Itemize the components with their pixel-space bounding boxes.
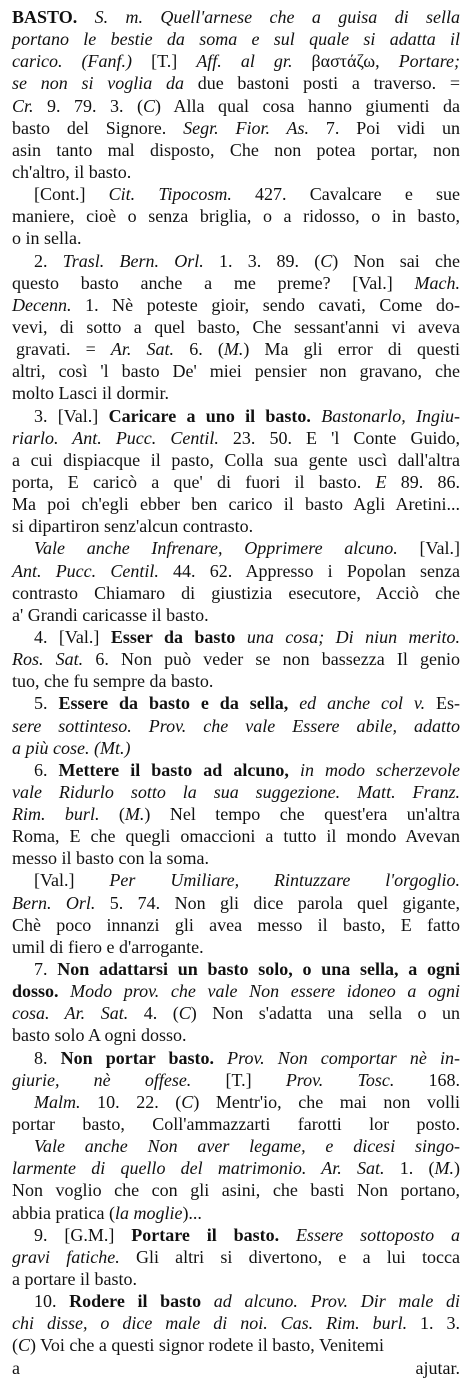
- plain-text: [Val.]: [397, 538, 460, 559]
- text-line: [12, 1202, 460, 1224]
- plain-text: ) Non s'adatta una sella o un: [190, 1003, 461, 1024]
- italic-text: ed anche col v.: [299, 693, 426, 714]
- italic-text: Prov. Non comportar nè in-: [227, 1047, 460, 1068]
- text-line: [12, 825, 460, 847]
- italic-text: Decenn.: [12, 294, 72, 315]
- plain-text: 9. [G.M.]: [34, 1224, 132, 1245]
- italic-text: ad alcuno. Prov. Dir male di: [213, 1291, 460, 1312]
- text-line: [12, 560, 460, 582]
- plain-text: 168.: [394, 1069, 460, 1090]
- plain-text: messo il basto con la soma.: [12, 848, 209, 869]
- bold-text: dosso.: [12, 981, 59, 1002]
- bold-text: Esser da basto: [110, 626, 236, 647]
- text-line: [12, 1224, 460, 1246]
- plain-text: 9. 79. 3. (: [33, 95, 144, 116]
- plain-text: 2.: [34, 250, 63, 271]
- italic-text: portano le bestie da soma e sul quale si adatta il: [12, 29, 460, 50]
- plain-text: ) Voi che a questi signor rodete il basto, Venitemi: [30, 1335, 384, 1356]
- plain-text: questo basto anche a me preme? [Val.]: [12, 272, 415, 293]
- text-line: [12, 72, 460, 94]
- plain-text: si dipartiron senz'alcun contrasto.: [12, 516, 254, 537]
- italic-text: Portare;: [398, 51, 461, 72]
- plain-text: abbia pratica (: [12, 1202, 115, 1223]
- italic-text: Per Umiliare, Rintuzzare l'orgoglio.: [109, 870, 460, 891]
- plain-text: vevi, di sotto a quel basto, Che sessant'anni vi aveva: [12, 316, 460, 337]
- text-line: [12, 737, 460, 759]
- plain-text: Gli altri si divertono, e a lui tocca: [119, 1246, 460, 1267]
- plain-text: )...: [182, 1202, 202, 1223]
- italic-text: Rim. burl.: [12, 804, 100, 825]
- italic-text: sere sottinteso. Prov. che vale Essere abile, adatto: [12, 715, 460, 736]
- italic-text: S. m. Quell'arnese che a guisa di sella: [94, 7, 460, 27]
- plain-text: basto del Signore.: [12, 117, 184, 138]
- plain-text: [T.]: [132, 51, 197, 72]
- bold-text: Essere da basto e da sella,: [58, 693, 289, 714]
- text-line: [12, 360, 460, 382]
- text-line: [12, 515, 460, 537]
- text-line: [12, 1357, 460, 1379]
- plain-text: [214, 1048, 227, 1068]
- italic-text: Bastonarlo, Ingiu-: [321, 405, 461, 426]
- text-line: [12, 537, 460, 559]
- text-line: [12, 471, 460, 493]
- plain-text: [288, 693, 299, 713]
- text-line: [12, 1157, 460, 1179]
- text-line: [12, 958, 460, 980]
- italic-text: carico. (Fanf.): [12, 51, 133, 72]
- bold-text: Non portar basto.: [60, 1047, 214, 1068]
- plain-text: maniere, cioè o senza briglia, o a ridosso, o in basto,: [12, 206, 460, 227]
- text-line: [12, 869, 460, 891]
- italic-text: Mach.: [414, 272, 460, 293]
- plain-text: 4. (: [128, 1003, 179, 1024]
- plain-text: (: [99, 804, 125, 825]
- text-line: [12, 1002, 460, 1024]
- italic-text: Ant. Pucc. Centil.: [12, 560, 159, 581]
- italic-text: Essere sottoposto a: [295, 1224, 460, 1245]
- plain-text: [Cont.]: [34, 184, 109, 205]
- plain-text: [201, 1291, 214, 1311]
- plain-text: ch'altro, il basto.: [12, 161, 132, 182]
- italic-text: E: [375, 471, 387, 492]
- text-line: [12, 626, 460, 648]
- text-line: [12, 117, 460, 139]
- plain-text: 7. Poi vidi un: [309, 117, 461, 138]
- plain-text: altri, così 'l basto De' miei pensier non gravano, che: [12, 361, 460, 382]
- plain-text: 6. (: [174, 339, 224, 360]
- plain-text: molto Lasci il dormir.: [12, 383, 169, 404]
- text-line: [12, 914, 460, 936]
- plain-text: 3. [Val.]: [34, 405, 109, 426]
- text-line: [12, 715, 460, 737]
- text-line: [12, 1024, 460, 1046]
- italic-text: Ros. Sat.: [12, 649, 84, 670]
- italic-text: Aff. al gr.: [196, 51, 293, 72]
- italic-text: Segr. Fior. As.: [183, 117, 310, 138]
- text-line: [12, 205, 460, 227]
- italic-text: Vale anche Non aver legame, e dicesi singo-: [34, 1136, 460, 1157]
- plain-text: gravati. =: [16, 339, 111, 360]
- italic-text: a più cose. (Mt.): [12, 737, 131, 758]
- text-line: [12, 1334, 460, 1356]
- plain-text: [77, 7, 94, 27]
- plain-text: [289, 760, 300, 780]
- text-line: [12, 139, 460, 161]
- plain-text: porta, E caricò a que' di fuori il basto.: [12, 471, 376, 492]
- plain-text: Ma poi ch'egli ebber ben carico il basto Agli Aretini...: [12, 494, 460, 515]
- text-line: [12, 759, 460, 781]
- plain-text: 10.: [34, 1291, 70, 1312]
- text-line: [12, 294, 460, 316]
- text-line: [12, 670, 460, 692]
- italic-text: chi disse, o dice male di noi. Cas. Rim. burl.: [12, 1313, 408, 1334]
- plain-text: (: [12, 1335, 18, 1356]
- italic-text: cosa. Ar. Sat.: [12, 1003, 129, 1024]
- plain-text: 4. [Val.]: [34, 626, 111, 647]
- italic-text: C: [181, 1091, 194, 1112]
- text-line: [12, 427, 460, 449]
- bold-text: Mettere il basto ad alcuno,: [58, 759, 289, 780]
- plain-text: umil di fiero e d'arrogante.: [12, 936, 204, 957]
- plain-text: ) Ma gli error di questi: [243, 339, 460, 360]
- text-line: [12, 648, 460, 670]
- plain-text: 1. (: [384, 1158, 435, 1179]
- italic-text: Cit. Tipocosm.: [108, 184, 232, 205]
- text-line: [12, 1246, 460, 1268]
- plain-text: [59, 981, 71, 1001]
- text-line: [12, 1290, 460, 1312]
- italic-text: gravi fatiche.: [12, 1246, 120, 1267]
- italic-text: C: [178, 1003, 191, 1024]
- italic-text: Modo prov. che vale Non essere idoneo a ogni: [70, 981, 460, 1002]
- plain-text: asin tanto mal disposto, Che non potea portar, non: [12, 139, 460, 160]
- text-line: [12, 316, 460, 338]
- plain-text: ) Alla qual cosa hanno giumenti da: [155, 95, 461, 116]
- italic-text: vale Ridurlo sotto la sua suggezione. Matt. Franz.: [12, 781, 460, 802]
- italic-text: una cosa; Di niun merito.: [246, 626, 461, 647]
- italic-text: C: [320, 250, 333, 271]
- text-line: [12, 1113, 460, 1135]
- text-line: [12, 936, 460, 958]
- plain-text: a portare il basto.: [12, 1269, 137, 1290]
- text-line: [12, 1135, 460, 1157]
- plain-text: 1. 3.: [407, 1313, 460, 1334]
- text-line: [12, 405, 460, 427]
- text-line: [12, 28, 460, 50]
- text-line: [12, 250, 460, 272]
- plain-text: 8.: [34, 1047, 61, 1068]
- text-line: [12, 781, 460, 803]
- text-line: [12, 95, 460, 117]
- text-line: [12, 449, 460, 471]
- text-line: [12, 382, 460, 404]
- plain-text: a cui dispiacque il pasto, Colla sua gente uscì dall'altra: [12, 449, 460, 470]
- text-line: [12, 692, 460, 714]
- italic-text: M.: [223, 339, 244, 360]
- italic-text: in modo scherzevole: [299, 759, 460, 780]
- italic-text: riarlo. Ant. Pucc. Centil.: [12, 427, 219, 448]
- text-line: [12, 803, 460, 825]
- italic-text: Malm.: [34, 1091, 81, 1112]
- text-line: [12, 1312, 460, 1334]
- plain-text: 1. Nè poteste gioir, sendo cavati, Come do-: [71, 294, 460, 315]
- plain-text: tuo, che fu sempre da basto.: [12, 671, 214, 692]
- italic-text: Vale anche Infrenare, Opprimere alcuno.: [34, 538, 398, 559]
- text-line: [12, 6, 460, 28]
- text-line: [12, 183, 460, 205]
- plain-text: 23. 50. E 'l Conte Guido,: [218, 427, 460, 448]
- text-line: [12, 604, 460, 626]
- plain-text: 44. 62. Appresso i Popolan senza: [158, 560, 460, 581]
- italic-text: C: [143, 95, 156, 116]
- plain-text: 5. 74. Non gli dice parola quel gigante,: [95, 892, 460, 913]
- italic-text: Bern. Orl.: [12, 892, 96, 913]
- plain-text: a ajutar.: [12, 1357, 460, 1378]
- bold-text: Caricare a uno il basto.: [108, 405, 311, 426]
- text-line: [12, 892, 460, 914]
- italic-text: M.: [434, 1158, 455, 1179]
- plain-text: [Val.]: [34, 870, 110, 891]
- text-line: [12, 493, 460, 515]
- plain-text: Roma, E che quegli omaccioni a tutto il mondo Avevan: [12, 826, 460, 847]
- bold-text: Rodere il basto: [69, 1291, 202, 1312]
- text-line: [12, 1268, 460, 1290]
- plain-text: 6.: [34, 759, 59, 780]
- plain-text: Es-: [425, 693, 460, 714]
- text-line: [12, 1069, 460, 1091]
- italic-text: Trasl. Bern. Orl.: [62, 250, 204, 271]
- plain-text: basto solo A ogni dosso.: [12, 1025, 187, 1046]
- plain-text: a' Grandi caricasse il basto.: [12, 604, 209, 625]
- text-line: [12, 1179, 460, 1201]
- text-line: [12, 50, 460, 72]
- plain-text: [235, 627, 246, 647]
- text-line: [12, 847, 460, 869]
- plain-text: 89. 86.: [386, 471, 461, 492]
- dictionary-entry-basto: [12, 6, 460, 1379]
- plain-text: βαστάζω,: [292, 51, 399, 72]
- italic-text: M.: [124, 804, 145, 825]
- text-line: [12, 1091, 460, 1113]
- text-line: [12, 1047, 460, 1069]
- plain-text: [T.]: [191, 1069, 286, 1090]
- text-line: [12, 582, 460, 604]
- italic-text: Prov. Tosc.: [285, 1069, 395, 1090]
- text-line: [12, 227, 460, 249]
- plain-text: due bastoni posti a traverso. =: [183, 73, 460, 94]
- plain-text: portar basto, Coll'ammazzarti farotti lor posto.: [12, 1114, 460, 1135]
- text-line: [12, 272, 460, 294]
- italic-text: C: [18, 1335, 31, 1356]
- text-line: [12, 980, 460, 1002]
- text-line: [12, 338, 460, 360]
- plain-text: Chè poco innanzi gli avea messo il basto, E fatto: [12, 914, 460, 935]
- italic-text: la moglie: [114, 1202, 183, 1223]
- plain-text: 5.: [34, 693, 59, 714]
- plain-text: ) Mentr'io, che mai non volli: [193, 1091, 461, 1112]
- italic-text: Ar. Sat.: [110, 339, 175, 360]
- plain-text: ) Nel tempo che quest'era un'altra: [144, 804, 460, 825]
- plain-text: Non voglio che con gli asini, che basti Non portano,: [12, 1180, 460, 1201]
- text-line: [12, 161, 460, 183]
- plain-text: ) Non sai che: [332, 250, 461, 271]
- plain-text: 7.: [34, 959, 58, 980]
- plain-text: o in sella.: [12, 228, 82, 249]
- italic-text: Cr.: [12, 95, 34, 116]
- italic-text: larmente di quello del matrimonio. Ar. Sat.: [12, 1158, 385, 1179]
- plain-text: [279, 1225, 296, 1245]
- bold-text: Non adattarsi un basto solo, o una sella, a ogni: [57, 959, 460, 980]
- plain-text: ): [454, 1158, 461, 1179]
- bold-text: Portare il basto.: [131, 1224, 280, 1245]
- italic-text: giurie, nè offese.: [12, 1069, 192, 1090]
- plain-text: 10. 22. (: [80, 1091, 182, 1112]
- bold-text: BASTO.: [12, 7, 78, 27]
- plain-text: 1. 3. 89. (: [203, 250, 321, 271]
- plain-text: 6. Non può veder se non bassezza Il genio: [83, 649, 460, 670]
- italic-text: se non si voglia da: [12, 73, 184, 94]
- plain-text: 427. Cavalcare e sue: [231, 184, 460, 205]
- plain-text: [311, 406, 321, 426]
- plain-text: contrasto Chiamaro di giustizia esecutore, Acciò che: [12, 582, 460, 603]
